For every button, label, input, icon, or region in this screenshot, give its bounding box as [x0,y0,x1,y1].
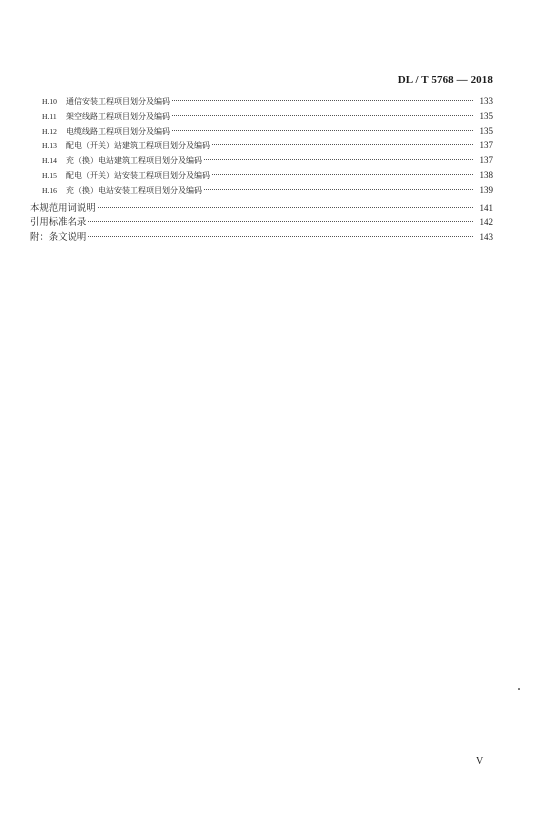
toc-entry-h12[interactable] [30,126,493,141]
toc-entry-h11[interactable] [30,111,493,126]
toc-entry-normative-references[interactable] [30,214,493,229]
toc-entry-title: 充（换）电站安装工程项目划分及编码 [66,185,202,195]
toc-entry-number: H.16 [42,185,57,195]
dot-leader [212,144,473,145]
toc-entry-title: 引用标准名录 [30,217,87,229]
toc-entry-h10[interactable] [30,96,493,111]
dot-leader [172,115,473,116]
dot-leader [212,174,473,175]
toc-entry-number: H.14 [42,156,57,166]
toc-entry-clause-explanation[interactable] [30,229,493,244]
toc-entry-number: H.10 [42,97,57,106]
toc-entry-page: 138 [479,169,493,180]
toc-entry-page: 137 [479,140,493,151]
toc-entry-title: 附：条文说明 [30,231,87,243]
toc-entry-number: H.15 [42,170,57,180]
toc-entry-title: 架空线路工程项目划分及编码 [66,111,170,121]
toc-entry-terms-explanation[interactable] [30,200,493,215]
toc-entry-h13[interactable] [30,140,493,155]
toc-entry-page: 137 [479,155,493,166]
toc-entry-title: 通信安装工程项目划分及编码 [66,97,170,106]
toc-entry-page: 143 [479,231,493,242]
dot-leader [172,100,473,101]
dot-leader [204,189,473,190]
toc-entry-page: 142 [479,217,493,228]
dot-leader [172,130,473,131]
table-of-contents [30,96,493,243]
toc-entry-number: H.13 [42,141,57,151]
toc-entry-title: 配电（开关）站安装工程项目划分及编码 [66,170,210,180]
print-speck [518,688,520,690]
toc-entry-page: 141 [479,202,493,213]
toc-entry-page: 139 [479,184,493,195]
toc-entry-number: H.12 [42,126,57,136]
toc-entry-title: 充（换）电站建筑工程项目划分及编码 [66,156,202,166]
toc-entry-h15[interactable] [30,170,493,185]
toc-entry-page: 133 [479,96,493,106]
toc-entry-page: 135 [479,125,493,136]
toc-entry-title: 配电（开关）站建筑工程项目划分及编码 [66,141,210,151]
toc-entry-h16[interactable] [30,185,493,200]
toc-entry-title: 电缆线路工程项目划分及编码 [66,126,170,136]
toc-entry-number: H.11 [42,111,57,121]
toc-entry-title: 本规范用词说明 [30,202,96,214]
toc-entry-page: 135 [479,110,493,121]
toc-entry-h14[interactable] [30,155,493,170]
dot-leader [204,159,473,160]
dot-leader [88,221,473,222]
standard-code-header: DL / T 5768 — 2018 [397,74,493,86]
dot-leader [88,236,473,237]
page-number: V [476,756,484,767]
dot-leader [98,207,473,208]
